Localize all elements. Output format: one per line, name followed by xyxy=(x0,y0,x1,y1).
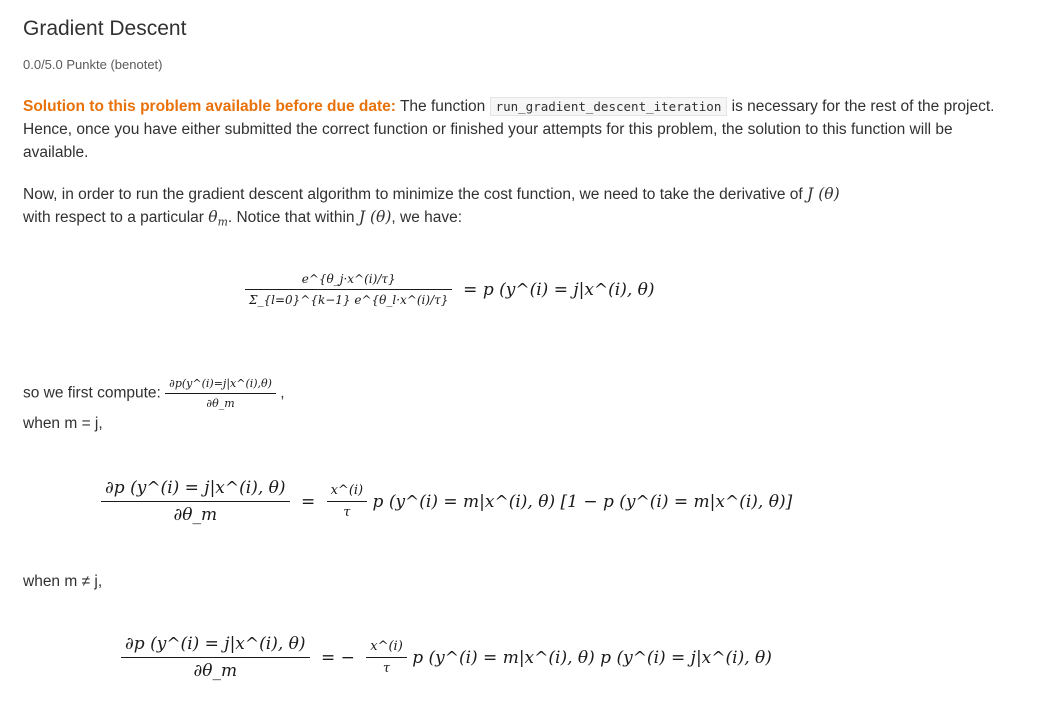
cost-function-symbol: J (θ) xyxy=(807,185,840,203)
first-compute-denominator: ∂θ_m xyxy=(206,397,235,410)
intro-text-2: with respect to a particular xyxy=(23,209,204,226)
intro-text-3: . Notice that within xyxy=(227,209,355,226)
first-compute-fraction xyxy=(165,377,276,410)
notice-text-after: is necessary for the rest of the project. Hence, once you have either submitted the correct function or finished your attempts for this problem, the solution to this function will be available. xyxy=(23,98,995,161)
case1-rhs: p (y^(i) = m|x^(i), θ) [1 − p (y^(i) = m|x^(i), θ)] xyxy=(372,491,793,512)
softmax-denominator: Σ_{l=0}^{k−1} e^{θ_l·x^(i)/τ} xyxy=(249,293,449,307)
case2-lhs-numerator: ∂p (y^(i) = j|x^(i), θ) xyxy=(125,634,306,654)
case1-coef-denominator: τ xyxy=(343,505,351,520)
case2-rhs: p (y^(i) = m|x^(i), θ) p (y^(i) = j|x^(i), θ) xyxy=(412,647,772,668)
problem-page xyxy=(23,0,1043,701)
case1-lhs-denominator: ∂θ_m xyxy=(173,505,218,525)
softmax-rhs: = p (y^(i) = j|x^(i), θ) xyxy=(463,279,655,300)
first-compute-numerator: ∂p(y^(i)=j|x^(i),θ) xyxy=(169,377,272,390)
case2-lhs-fraction xyxy=(121,634,310,681)
case1-equation xyxy=(101,478,792,525)
case1-lhs-fraction xyxy=(101,478,290,525)
case2-equation xyxy=(121,634,772,681)
softmax-fraction xyxy=(245,272,452,307)
case2-coef-fraction xyxy=(366,639,407,676)
score-text: 0.0/5.0 Punkte (benotet) xyxy=(23,57,163,72)
intro-text-4: , we have: xyxy=(391,209,463,226)
case1-label: when m = j, xyxy=(23,415,103,432)
case2-lhs-denominator: ∂θ_m xyxy=(193,661,238,681)
cost-function-symbol-2: J (θ) xyxy=(358,208,392,226)
intro-text-1: Now, in order to run the gradient descent algorithm to minimize the cost function, we need to take the derivative of xyxy=(23,186,803,203)
case2-label: when m ≠ j, xyxy=(23,573,103,590)
softmax-equation xyxy=(245,272,655,307)
theta-m-symbol: $\theta_m$ xyxy=(208,208,228,229)
case1-coef-fraction xyxy=(327,483,368,520)
function-name-code: run_gradient_descent_iteration xyxy=(490,97,728,116)
notice-label: Solution to this problem available before due date: xyxy=(23,98,396,115)
case1-coef-numerator: x^(i) xyxy=(330,483,364,498)
solution-notice xyxy=(23,95,1013,164)
problem-title: Gradient Descent xyxy=(23,17,187,40)
softmax-numerator: e^{θ_j·x^(i)/τ} xyxy=(301,272,396,286)
case2-equals: = − xyxy=(320,647,355,668)
intro-paragraph xyxy=(23,183,1013,233)
first-compute-comma: , xyxy=(280,384,285,402)
case2-coef-denominator: τ xyxy=(382,661,391,676)
case1-equals: = xyxy=(300,491,316,512)
first-compute-label: so we first compute: xyxy=(23,384,161,402)
notice-text-before: The function xyxy=(399,98,486,115)
case2-coef-numerator: x^(i) xyxy=(370,639,403,654)
case1-lhs-numerator: ∂p (y^(i) = j|x^(i), θ) xyxy=(105,478,286,498)
first-compute-line xyxy=(23,377,285,410)
